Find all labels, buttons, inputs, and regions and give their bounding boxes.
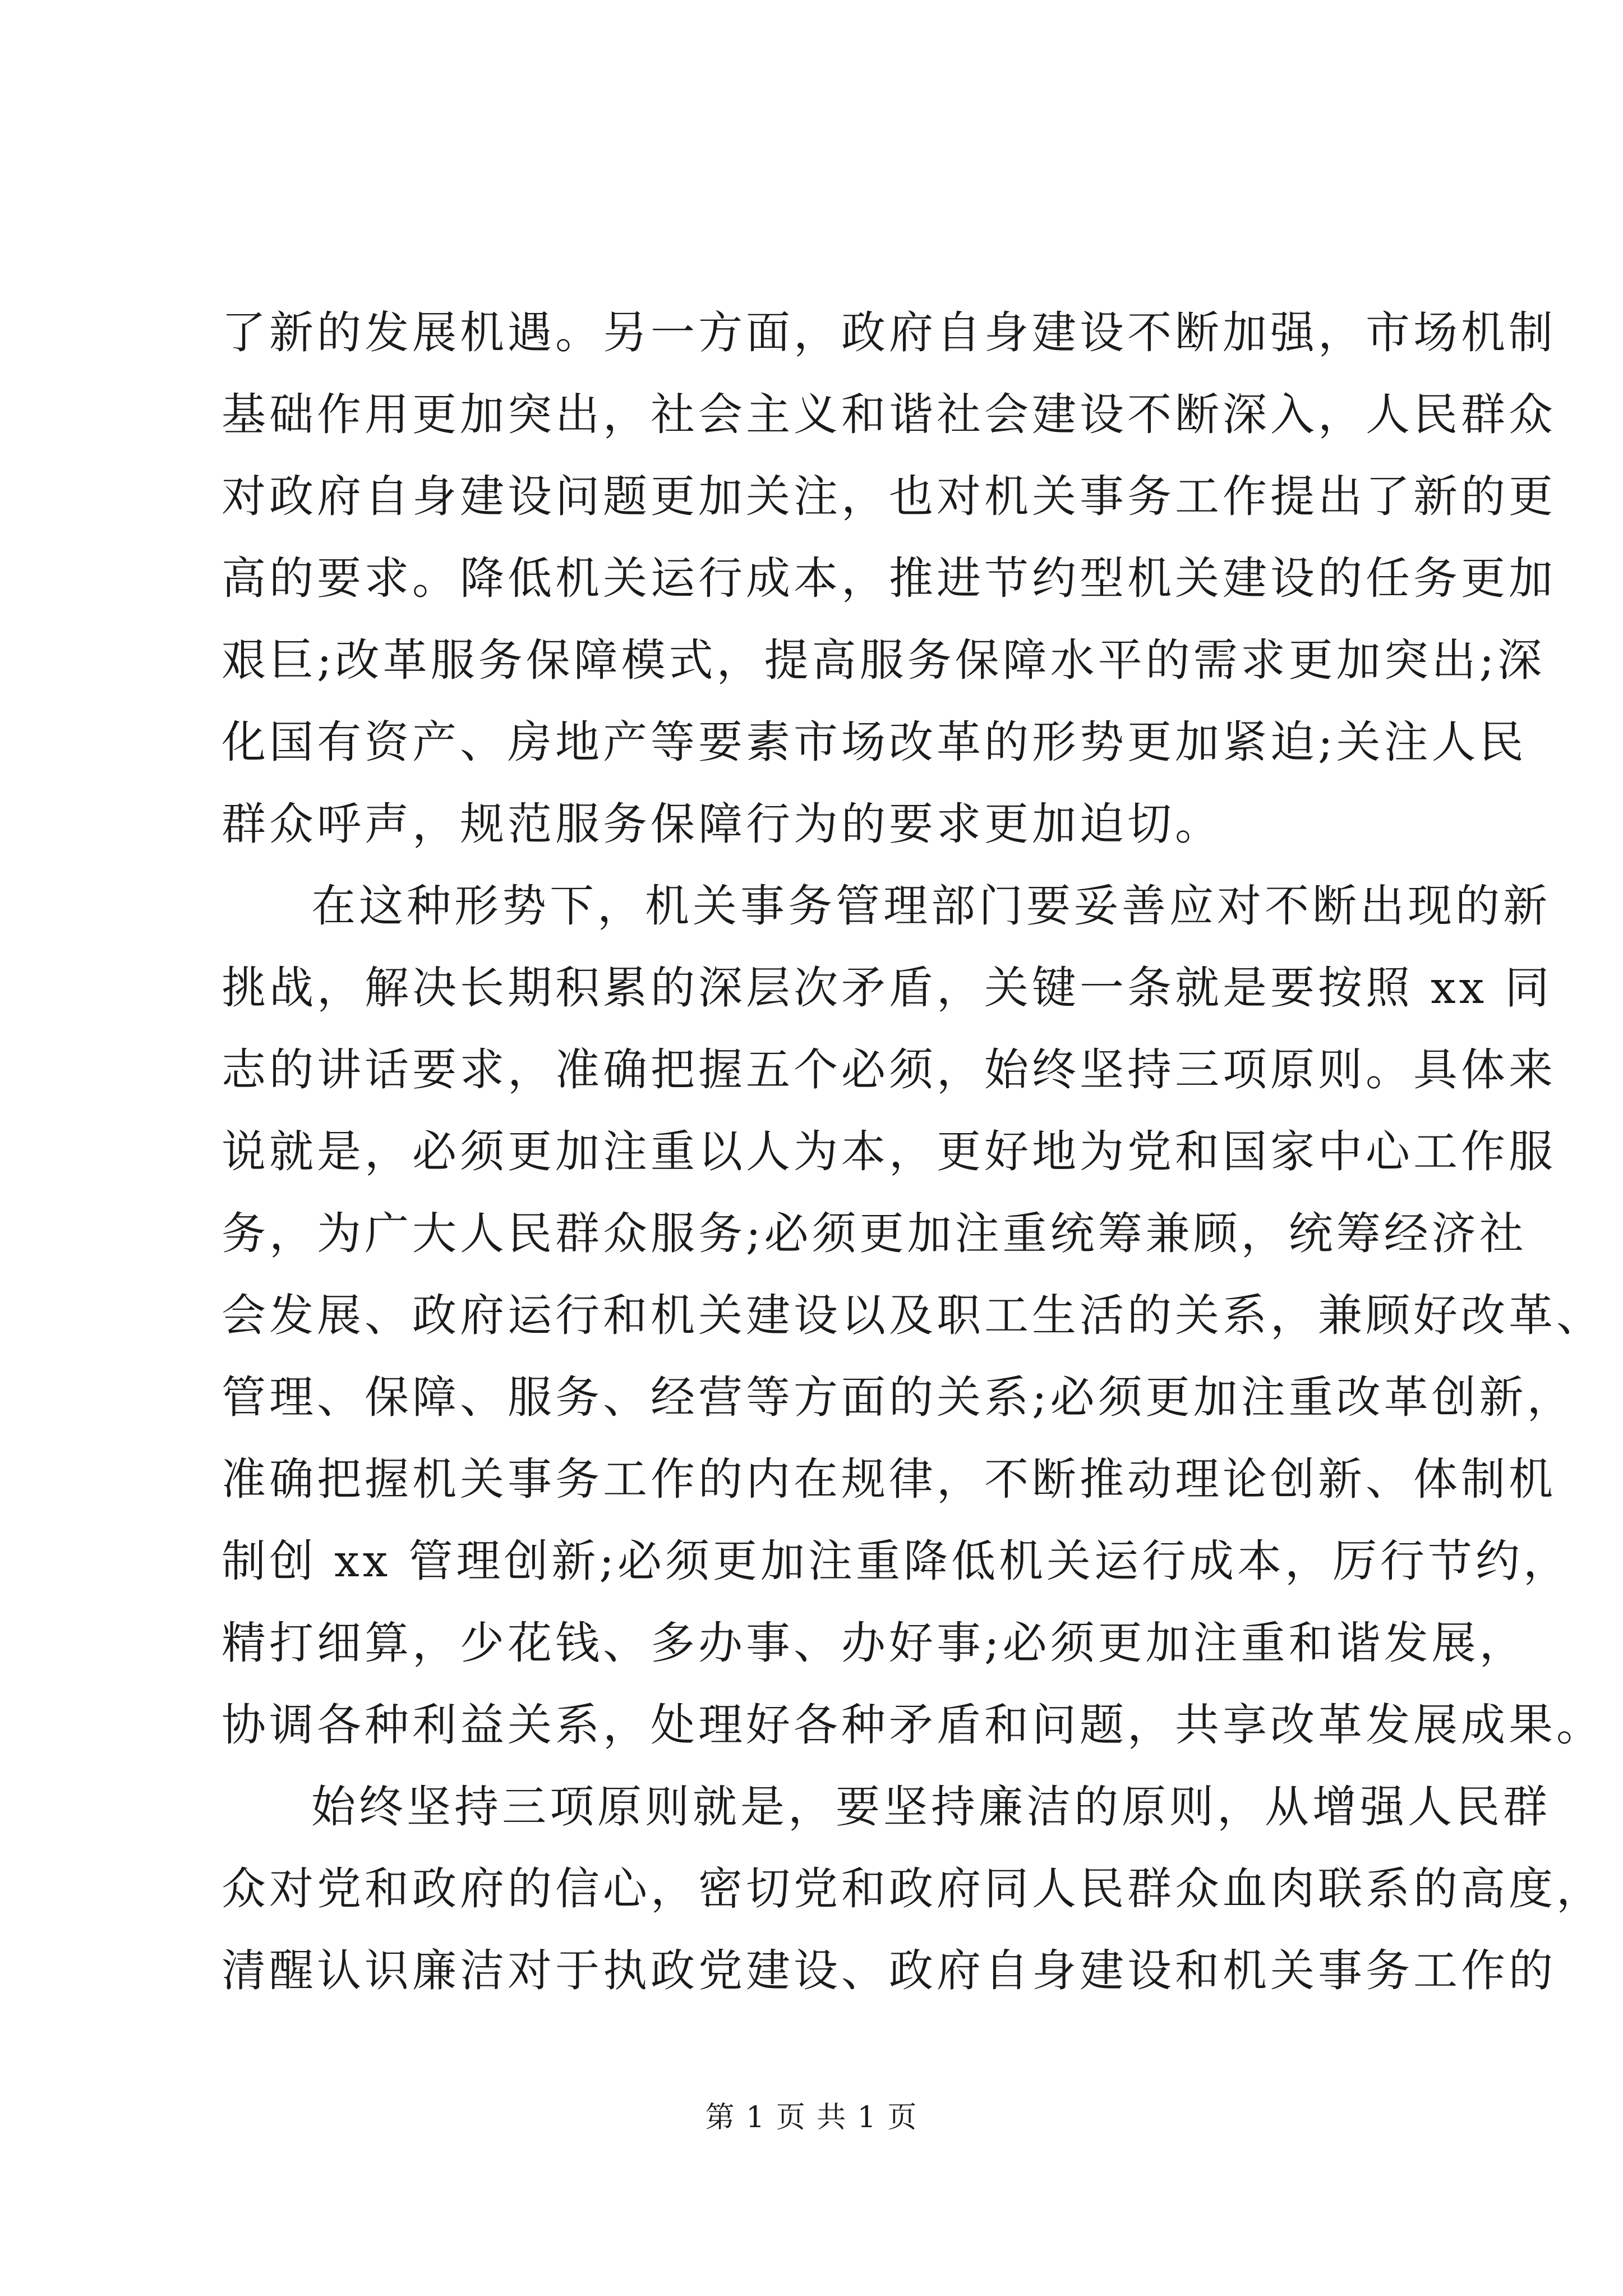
text-line: 准确把握机关事务工作的内在规律，不断推动理论创新、体制机 <box>222 1453 1556 1505</box>
text-line: 制创 xx 管理创新;必须更加注重降低机关运行成本，厉行节约， <box>222 1535 1571 1587</box>
text-line: 了新的发展机遇。另一方面，政府自身建设不断加强，市场机制 <box>222 307 1556 358</box>
text-line: 基础作用更加突出，社会主义和谐社会建设不断深入，人民群众 <box>222 389 1556 440</box>
document-body <box>222 292 1604 2012</box>
text-line: 协调各种利益关系，处理好各种矛盾和问题，共享改革发展成果。 <box>222 1699 1604 1751</box>
text-line: 清醒认识廉洁对于执政党建设、政府自身建设和机关事务工作的 <box>222 1945 1556 1996</box>
text-line: 会发展、政府运行和机关建设以及职工生活的关系，兼顾好改革、 <box>222 1290 1604 1341</box>
text-line: 化国有资产、房地产等要素市场改革的形势更加紧迫;关注人民 <box>222 716 1527 768</box>
text-line: 高的要求。降低机关运行成本，推进节约型机关建设的任务更加 <box>222 553 1556 604</box>
text-line: 精打细算，少花钱、多办事、办好事;必须更加注重和谐发展， <box>222 1617 1527 1669</box>
text-line: 众对党和政府的信心，密切党和政府同人民群众血肉联系的高度， <box>222 1863 1604 1915</box>
text-line: 群众呼声，规范服务保障行为的要求更加迫切。 <box>222 798 1223 850</box>
text-line: 务，为广大人民群众服务;必须更加注重统筹兼顾，统筹经济社 <box>222 1208 1527 1259</box>
page-number-footer: 第 1 页 共 1 页 <box>705 2101 918 2134</box>
text-line: 艰巨;改革服务保障模式，提高服务保障水平的需求更加突出;深 <box>222 634 1546 686</box>
text-line: 说就是，必须更加注重以人为本，更好地为党和国家中心工作服 <box>222 1126 1556 1177</box>
text-line: 管理、保障、服务、经营等方面的关系;必须更加注重改革创新， <box>222 1372 1575 1423</box>
text-line: 挑战，解决长期积累的深层次矛盾，关键一条就是要按照 xx 同 <box>222 962 1553 1014</box>
paragraph-start-line: 在这种形势下，机关事务管理部门要妥善应对不断出现的新 <box>311 880 1551 932</box>
text-line: 对政府自身建设问题更加关注，也对机关事务工作提出了新的更 <box>222 471 1556 522</box>
paragraph-start-line: 始终坚持三项原则就是，要坚持廉洁的原则，从增强人民群 <box>311 1781 1551 1833</box>
text-line: 志的讲话要求，准确把握五个必须，始终坚持三项原则。具体来 <box>222 1044 1556 1096</box>
